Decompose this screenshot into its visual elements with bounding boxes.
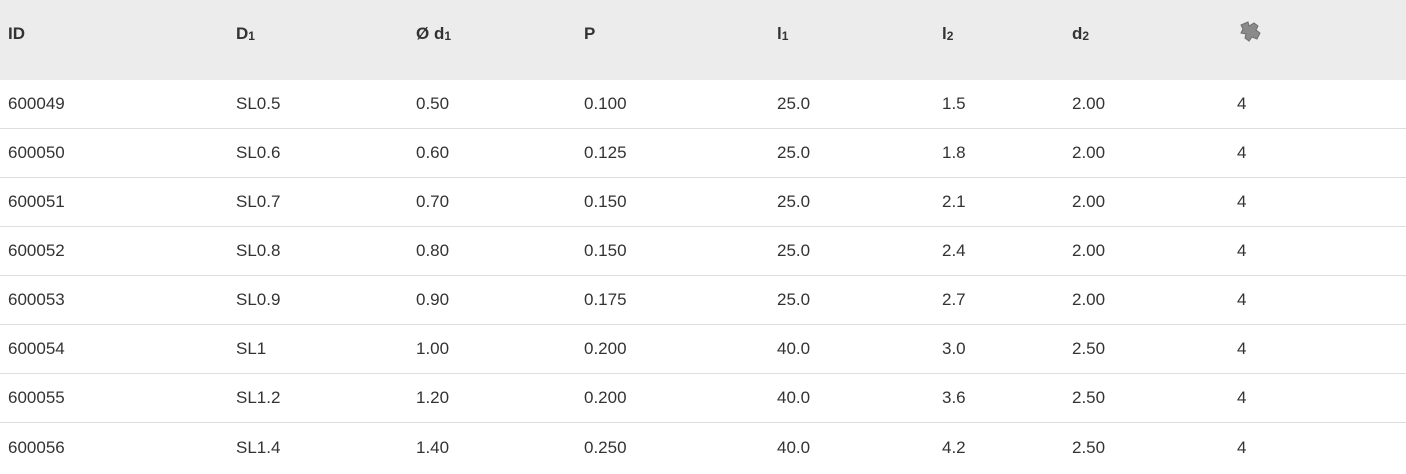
cell-l1: 25.0: [777, 241, 811, 260]
table-row[interactable]: [0, 276, 1406, 325]
cell-id: 600055: [8, 388, 65, 407]
cell-pitch: 0.200: [584, 388, 627, 407]
header-diameter-d1: Ø $d_1$: [416, 24, 452, 43]
table-row[interactable]: [0, 374, 1406, 423]
cell-d2: 2.00: [1072, 192, 1106, 211]
cell-pitch: 0.175: [584, 290, 627, 309]
cell-diameter-d1: 0.90: [416, 290, 450, 309]
cell-l2: 3.6: [942, 388, 966, 407]
cell-id: 600053: [8, 290, 65, 309]
cell-l2: 1.8: [942, 143, 966, 162]
table-row[interactable]: [0, 227, 1406, 276]
cell-d1: SL1.4: [236, 437, 281, 457]
table-header: [0, 0, 1406, 80]
cell-id: 600056: [8, 437, 65, 457]
cell-diameter-d1: 1.00: [416, 339, 450, 358]
cell-d1: SL0.8: [236, 241, 281, 260]
cell-d2: 2.50: [1072, 437, 1106, 457]
cell-d1: SL0.6: [236, 143, 281, 162]
cell-l2: 2.4: [942, 241, 966, 260]
cell-flutes: 4: [1237, 143, 1247, 162]
table-row[interactable]: [0, 178, 1406, 227]
cell-flutes: 4: [1237, 339, 1247, 358]
cell-d1: SL1.2: [236, 388, 281, 407]
cell-pitch: 0.125: [584, 143, 627, 162]
cell-diameter-d1: 0.80: [416, 241, 450, 260]
cell-d2: 2.00: [1072, 94, 1106, 113]
cell-d2: 2.50: [1072, 339, 1106, 358]
cell-l2: 2.7: [942, 290, 966, 309]
cell-l1: 40.0: [777, 388, 811, 407]
header-id: ID: [8, 24, 25, 43]
cell-diameter-d1: 0.70: [416, 192, 450, 211]
header-d2: $d_2$: [1072, 24, 1090, 43]
cell-l2: 3.0: [942, 339, 966, 358]
cell-d1: SL0.7: [236, 192, 281, 211]
cell-l1: 25.0: [777, 290, 811, 309]
header-d1: $D_1$: [236, 24, 255, 43]
cell-l2: 4.2: [942, 437, 966, 457]
table-row[interactable]: [0, 325, 1406, 374]
cell-diameter-d1: 0.50: [416, 94, 450, 113]
cell-l1: 25.0: [777, 192, 811, 211]
cell-id: 600050: [8, 143, 65, 162]
table-row[interactable]: [0, 423, 1406, 472]
table-row[interactable]: [0, 80, 1406, 129]
cell-id: 600052: [8, 241, 65, 260]
cell-d1: SL1: [236, 339, 267, 358]
cell-flutes: 4: [1237, 388, 1247, 407]
cell-id: 600051: [8, 192, 65, 211]
flute-profile-icon: [1237, 0, 1406, 44]
cell-d1: SL0.5: [236, 94, 281, 113]
cell-d2: 2.00: [1072, 241, 1106, 260]
table-row[interactable]: [0, 129, 1406, 178]
cell-d2: 2.00: [1072, 143, 1106, 162]
cell-d2: 2.00: [1072, 290, 1106, 309]
cell-pitch: 0.150: [584, 192, 627, 211]
cell-d1: SL0.9: [236, 290, 281, 309]
cell-diameter-d1: 1.40: [416, 437, 450, 457]
cell-pitch: 0.150: [584, 241, 627, 260]
header-pitch: P: [584, 24, 596, 43]
cell-id: 600054: [8, 339, 65, 358]
cell-id: 600049: [8, 94, 65, 113]
header-l2: $l_2$: [942, 24, 954, 43]
cell-l1: 40.0: [777, 339, 811, 358]
cell-diameter-d1: 0.60: [416, 143, 450, 162]
cell-flutes: 4: [1237, 94, 1247, 113]
cell-diameter-d1: 1.20: [416, 388, 450, 407]
cell-l1: 40.0: [777, 437, 811, 457]
cell-l2: 2.1: [942, 192, 966, 211]
cell-l1: 25.0: [777, 94, 811, 113]
header-l1: $l_1$: [777, 24, 789, 43]
cell-l2: 1.5: [942, 94, 966, 113]
cell-flutes: 4: [1237, 437, 1247, 457]
cell-flutes: 4: [1237, 290, 1247, 309]
cell-pitch: 0.100: [584, 94, 627, 113]
cell-flutes: 4: [1237, 241, 1247, 260]
cell-l1: 25.0: [777, 143, 811, 162]
cell-pitch: 0.200: [584, 339, 627, 358]
cell-d2: 2.50: [1072, 388, 1106, 407]
cell-pitch: 0.250: [584, 437, 627, 457]
cell-flutes: 4: [1237, 192, 1247, 211]
table-body: [0, 80, 1406, 472]
